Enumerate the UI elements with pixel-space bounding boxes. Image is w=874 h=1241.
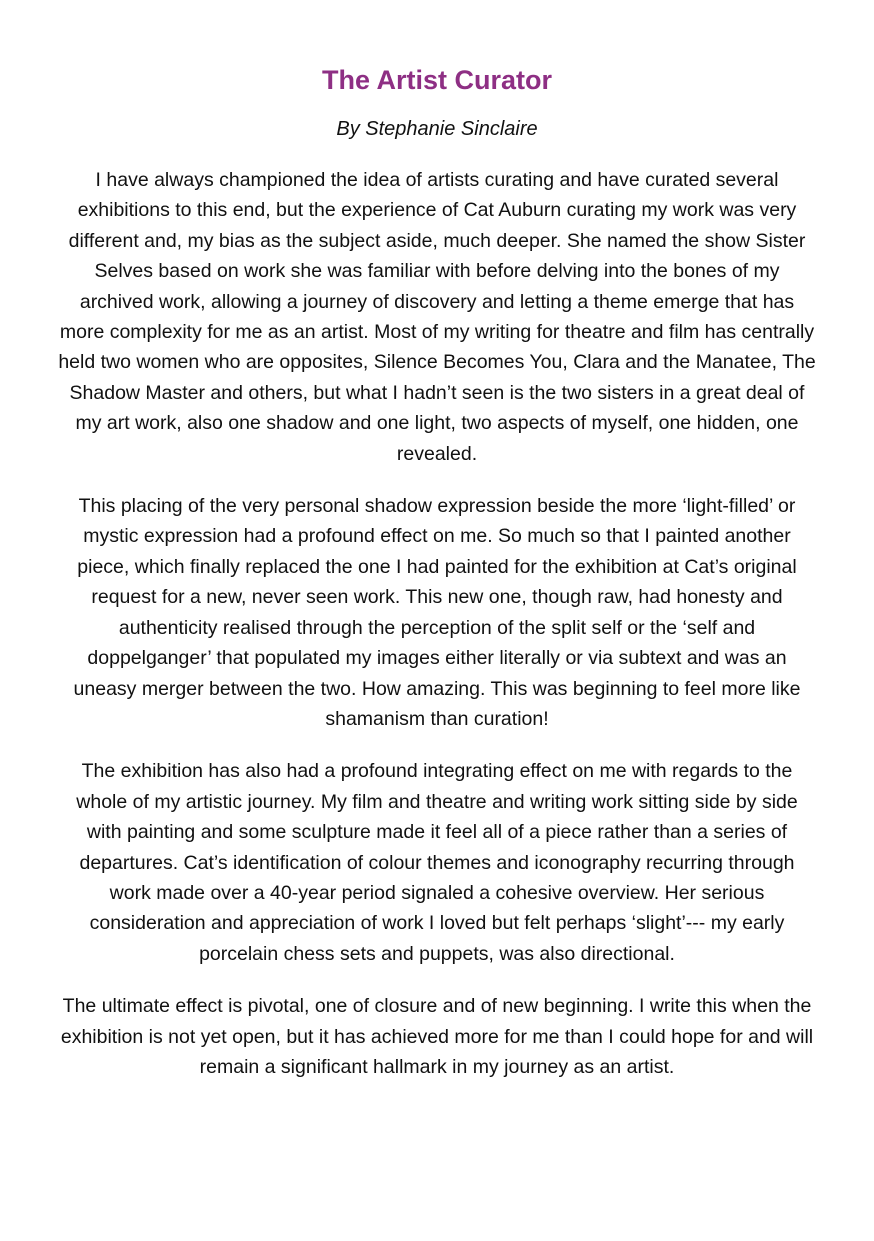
article-paragraph-2: This placing of the very personal shadow expression beside the more ‘light-filled’ or mystic expression had a profound effect on me. So much so that I painted another piece, which finally replaced the one I had painted for the exhibition at Cat’s original request for a new, never seen work. This new one, though raw, had honesty and authenticity realised through the perception of the split self or the ‘self and doppelganger’ that populated my images either literally or via subtext and was an uneasy merger between the two. How amazing. This was beginning to feel more like shamanism than curation! — [73, 495, 801, 730]
article-paragraph-4: The ultimate effect is pivotal, one of closure and of new beginning. I write this when the exhibition is not yet open, but it has achieved more for me than I could hope for and will remain a significant hallmark in my journey as an artist. — [60, 995, 814, 1078]
article-paragraph-3: The exhibition has also had a profound integrating effect on me with regards to the whole of my artistic journey. My film and theatre and writing work sitting side by side with painting and some sculpture made it feel all of a piece rather than a series of departures. Cat’s identification of colour themes and iconography recurring through work made over a 40-year period signaled a cohesive overview. Her serious consideration and appreciation of work I loved but felt perhaps ‘slight’--- my early porcelain chess sets and puppets, was also directional. — [76, 760, 798, 965]
author-byline: By Stephanie Sinclaire — [336, 118, 538, 140]
article-paragraph-1: I have always championed the idea of artists curating and have curated several exhibitions to this end, but the experience of Cat Auburn curating my work was very different and, my bias as the subject aside, much deeper. She named the show Sister Selves based on work she was familiar with before delving into the bones of my archived work, allowing a journey of discovery and letting a theme emerge that has more complexity for me as an artist. Most of my writing for theatre and film has centrally held two women who are opposites, Silence Becomes You, Clara and the Manatee, The Shadow Master and others, but what I hadn’t seen is the two sisters in a great deal of my art work, also one shadow and one light, two aspects of myself, one hidden, one revealed. — [58, 169, 816, 465]
article-title: The Artist Curator — [321, 65, 552, 95]
